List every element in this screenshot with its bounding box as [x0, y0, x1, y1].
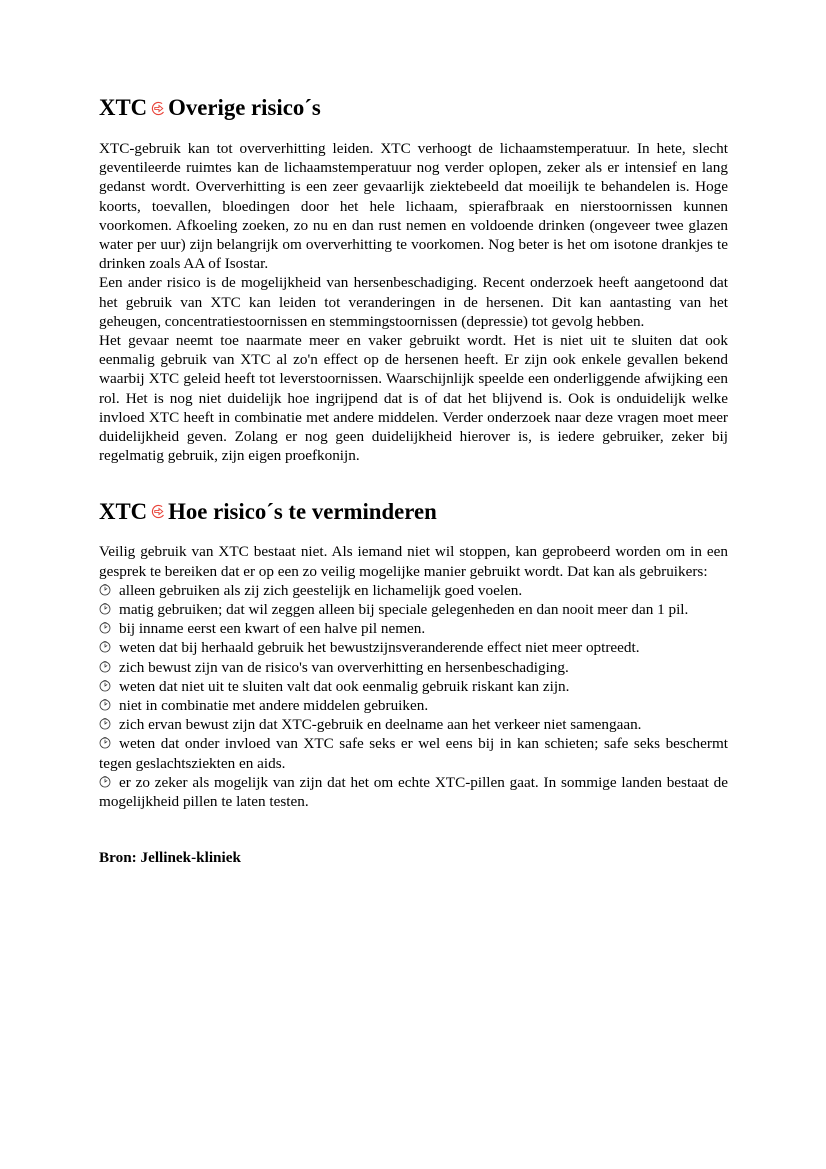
list-item-text: bij inname eerst een kwart of een halve pil nemen. — [119, 620, 426, 638]
arrow-right-circle-icon — [151, 504, 166, 519]
clock-icon — [99, 622, 111, 634]
clock-icon — [99, 718, 111, 730]
clock-icon — [99, 737, 111, 749]
heading-text: Overige risico´s — [168, 95, 321, 121]
list-item — [99, 734, 728, 772]
section-heading-other-risks — [99, 95, 728, 121]
list-item — [99, 581, 728, 600]
list-item-text: weten dat niet uit te sluiten valt dat ook eenmalig gebruik riskant kan zijn. — [119, 677, 570, 695]
list-item — [99, 638, 728, 657]
clock-icon — [99, 603, 111, 615]
list-item-text: zich ervan bewust zijn dat XTC-gebruik en deelname aan het verkeer niet samengaan. — [119, 716, 642, 734]
list-item-text: er zo zeker als mogelijk van zijn dat het om echte XTC-pillen gaat. In sommige landen bestaat de mogelijkheid pillen te laten testen. — [99, 773, 728, 811]
list-item-text: weten dat bij herhaald gebruik het bewustzijnsveranderende effect niet meer optreedt. — [119, 639, 640, 657]
list-item — [99, 696, 728, 715]
list-item — [99, 677, 728, 696]
clock-icon — [99, 584, 111, 596]
heading-prefix: XTC — [99, 498, 148, 524]
source-line: Bron: Jellinek-kliniek — [99, 849, 241, 867]
clock-icon — [99, 661, 111, 673]
clock-icon — [99, 699, 111, 711]
document-page — [99, 95, 728, 868]
list-item-text: matig gebruiken; dat wil zeggen alleen bij speciale gelegenheden en dan nooit meer dan 1 pil. — [119, 601, 689, 619]
list-item — [99, 600, 728, 619]
paragraph-brain-damage: Een ander risico is de mogelijkheid van hersenbeschadiging. Recent onderzoek heeft aangetoond dat het gebruik van XTC kan leiden tot veranderingen in de hersenen. Dit kan aantasting van het geheugen, concentratiestoornissen en stemmingstoornissen (depressie) tot gevolg hebben. — [99, 274, 728, 330]
list-item — [99, 773, 728, 811]
clock-icon — [99, 776, 111, 788]
bullet-list — [99, 581, 728, 811]
list-item-text: alleen gebruiken als zij zich geestelijk en lichamelijk goed voelen. — [119, 581, 523, 599]
list-item — [99, 715, 728, 734]
section-heading-reduce-risks — [99, 498, 728, 524]
list-item-text: zich bewust zijn van de risico's van oververhitting en hersenbeschadiging. — [119, 658, 569, 676]
clock-icon — [99, 680, 111, 692]
paragraph-overheating: XTC-gebruik kan tot oververhitting leiden. XTC verhoogt de lichaamstemperatuur. In hete, slecht geventileerde ruimtes kan de lichaamstemperatuur nog verder oplopen, zeker als er intensief en lang gedanst wordt. Oververhitting is een zeer gevaarlijk ziektebeeld dat moeilijk te behandelen is. Hoge koorts, toevallen, bloedingen door het hele lichaam, spierafbraak en nierstoornissen kunnen voorkomen. Afkoeling zoeken, zo nu en dan rust nemen en voldoende drinken (ongeveer twee glazen water per uur) zijn belangrijk om oververhitting te voorkomen. Nog beter is het om isotone drankjes te drinken zoals AA of Isostar. — [99, 140, 728, 273]
paragraph-risk-increase: Het gevaar neemt toe naarmate meer en vaker gebruikt wordt. Het is niet uit te sluiten dat ook eenmalig gebruik van XTC al zo'n effect op de hersenen heeft. Er zijn ook enkele gevallen bekend waarbij XTC geleid heeft tot leverstoornissen. Waarschijnlijk speelde een onderliggende afwijking een rol. Het is nog niet duidelijk hoe ingrijpend dat is of dat het blijvend is. Ook is onduidelijk welke invloed XTC heeft in combinatie met andere middelen. Verder onderzoek naar deze vragen moet meer duidelijkheid geven. Zolang er nog geen duidelijkheid hierover is, is iedere gebruiker, zeker bij regelmatig gebruik, zijn eigen proefkonijn. — [99, 332, 728, 465]
heading-text: Hoe risico´s te verminderen — [168, 498, 437, 524]
list-item-text: niet in combinatie met andere middelen gebruiken. — [119, 697, 429, 715]
clock-icon — [99, 641, 111, 653]
paragraph-intro: Veilig gebruik van XTC bestaat niet. Als iemand niet wil stoppen, kan geprobeerd worden om in een gesprek te bereiken dat er op een zo veilig mogelijke manier gebruikt wordt. Dat kan als gebruikers: — [99, 543, 728, 580]
list-item — [99, 658, 728, 677]
arrow-right-circle-icon — [151, 101, 166, 116]
heading-prefix: XTC — [99, 95, 148, 121]
list-item-text: weten dat onder invloed van XTC safe seks er wel eens bij in kan schieten; safe seks beschermt tegen geslachtsziekten en aids. — [99, 735, 728, 772]
list-item — [99, 619, 728, 638]
